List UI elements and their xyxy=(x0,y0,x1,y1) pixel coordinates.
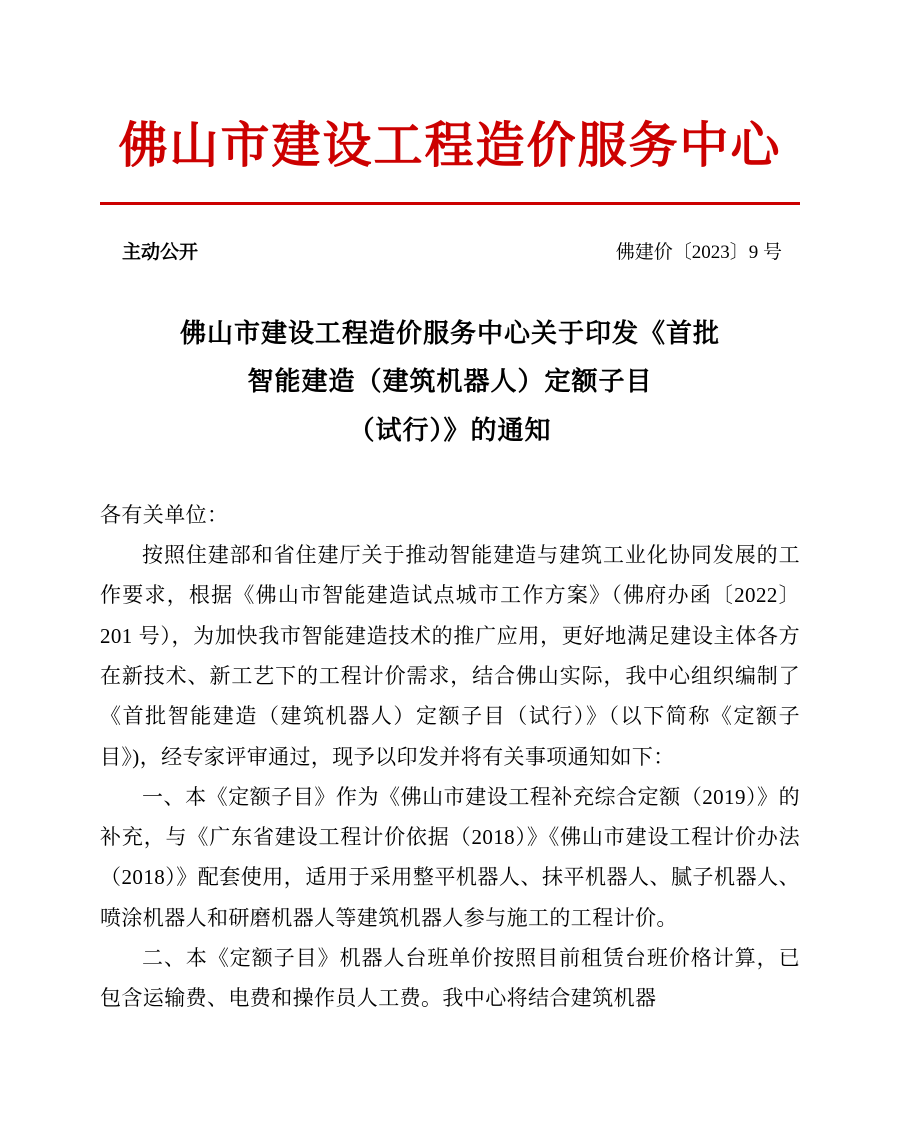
letterhead xyxy=(100,0,800,205)
page-title xyxy=(100,310,800,454)
salutation: 各有关单位： xyxy=(100,502,229,527)
page-title-line-3: （试行）》的通知 xyxy=(348,415,552,445)
page-title-line-1: 佛山市建设工程造价服务中心关于印发《首批 xyxy=(179,319,720,349)
page-title-line-2: 智能建造（建筑机器人）定额子目 xyxy=(247,367,653,397)
letterhead-divider xyxy=(100,202,800,205)
body-paragraph-3: 二、本《定额子目》机器人台班单价按照目前租赁台班价格计算，已包含运输费、电费和操作员人工费。我中心将结合建筑机器 xyxy=(100,946,800,1011)
document-number-label: 佛建价〔2023〕9 号 xyxy=(615,242,782,264)
disclosure-type-label: 主动公开 xyxy=(122,242,199,264)
body-paragraph-1: 按照住建部和省住建厅关于推动智能建造与建筑工业化协同发展的工作要求，根据《佛山市智能建造试点城市工作方案》（佛府办函〔2022〕201 号），为加快我市智能建造技术的推广应用，更好地满足建设主体各方在新技术、新工艺下的工程计价需求，结合佛山实际，我中心组织编制了《首批智能建造（建筑机器人）定额子目（试行）》（以下简称《定额子目》)，经专家评审通过，现予以印发并将有关事项通知如下： xyxy=(100,542,800,769)
document-meta-row xyxy=(100,237,800,264)
document-body xyxy=(100,495,800,1019)
body-paragraph-2: 一、本《定额子目》作为《佛山市建设工程补充综合定额（2019）》的补充，与《广东省建设工程计价依据（2018）》《佛山市建设工程计价办法（2018）》配套使用，适用于采用整平机器人、抹平机器人、腻子机器人、喷涂机器人和研磨机器人等建筑机器人参与施工的工程计价。 xyxy=(100,784,800,930)
issuing-organization-title: 佛山市建设工程造价服务中心 xyxy=(118,118,782,173)
